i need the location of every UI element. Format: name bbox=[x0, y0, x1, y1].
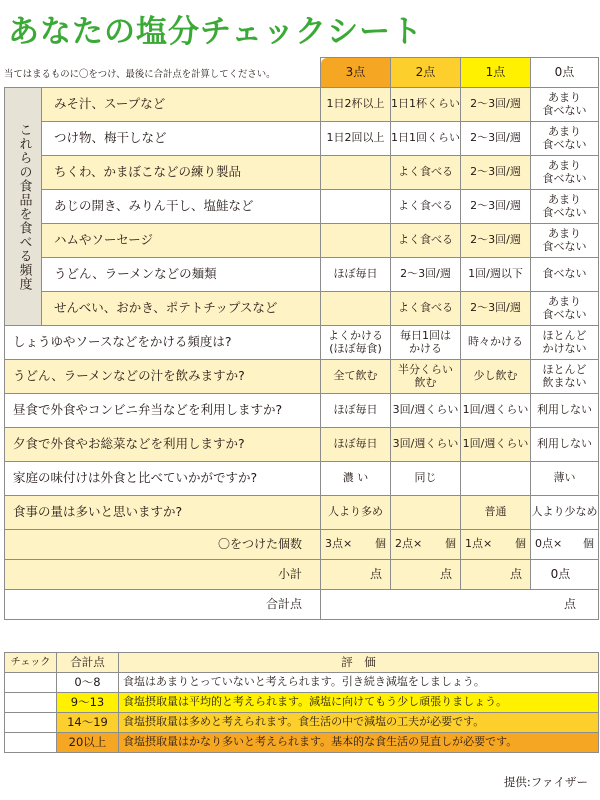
count-row bbox=[5, 530, 599, 560]
option-2pt[interactable]: 毎日1回は かける bbox=[391, 326, 461, 360]
evaluation-checkbox[interactable] bbox=[5, 713, 57, 733]
option-2pt[interactable] bbox=[391, 496, 461, 530]
header-1pt: 1点 bbox=[461, 58, 531, 88]
option-1pt[interactable]: 1回/週くらい bbox=[461, 394, 531, 428]
option-3pt[interactable] bbox=[321, 224, 391, 258]
option-0pt[interactable]: 薄い bbox=[531, 462, 599, 496]
option-2pt[interactable]: 2〜3回/週 bbox=[391, 258, 461, 292]
evaluation-checkbox[interactable] bbox=[5, 693, 57, 713]
evaluation-row bbox=[5, 673, 599, 693]
header-2pt: 2点 bbox=[391, 58, 461, 88]
option-1pt[interactable]: 2〜3回/週 bbox=[461, 88, 531, 122]
question-row bbox=[5, 326, 599, 360]
option-0pt[interactable]: ほとんど かけない bbox=[531, 326, 599, 360]
food-row bbox=[5, 258, 599, 292]
score-range: 14〜19 bbox=[57, 713, 119, 733]
food-row bbox=[5, 224, 599, 258]
count-0pt-field[interactable]: 0点× 個 bbox=[531, 530, 599, 560]
food-row bbox=[5, 292, 599, 326]
evaluation-row bbox=[5, 713, 599, 733]
food-label: あじの開き、みりん干し、塩鮭など bbox=[42, 190, 321, 224]
option-1pt[interactable]: 2〜3回/週 bbox=[461, 292, 531, 326]
option-1pt[interactable]: 普通 bbox=[461, 496, 531, 530]
option-3pt[interactable]: 1日2回以上 bbox=[321, 122, 391, 156]
option-1pt[interactable]: 2〜3回/週 bbox=[461, 190, 531, 224]
score-range: 0〜8 bbox=[57, 673, 119, 693]
question-label: しょうゆやソースなどをかける頻度は? bbox=[5, 326, 321, 360]
question-label: 家庭の味付けは外食と比べていかがですか? bbox=[5, 462, 321, 496]
option-3pt[interactable]: 1日2杯以上 bbox=[321, 88, 391, 122]
question-row bbox=[5, 360, 599, 394]
total-label: 合計点 bbox=[5, 590, 321, 620]
option-2pt[interactable]: 1日1回くらい bbox=[391, 122, 461, 156]
food-row bbox=[5, 190, 599, 224]
option-2pt[interactable]: よく食べる bbox=[391, 224, 461, 258]
option-2pt[interactable]: よく食べる bbox=[391, 190, 461, 224]
food-label: うどん、ラーメンなどの麺類 bbox=[42, 258, 321, 292]
subtotal-label: 小計 bbox=[5, 560, 321, 590]
question-row bbox=[5, 394, 599, 428]
evaluation-checkbox[interactable] bbox=[5, 733, 57, 753]
option-1pt[interactable]: 2〜3回/週 bbox=[461, 122, 531, 156]
total-field[interactable]: 点 bbox=[321, 590, 599, 620]
option-3pt[interactable]: 濃 い bbox=[321, 462, 391, 496]
evaluation-row bbox=[5, 733, 599, 753]
evaluation-text: 食塩摂取量は平均的と考えられます。減塩に向けてもう少し頑張りましょう。 bbox=[119, 693, 599, 713]
evaluation-header-row bbox=[5, 653, 599, 673]
subtotal-1pt-field[interactable]: 点 bbox=[461, 560, 531, 590]
evaluation-table bbox=[4, 652, 599, 753]
total-row bbox=[5, 590, 599, 620]
option-2pt[interactable]: 3回/週くらい bbox=[391, 394, 461, 428]
option-1pt[interactable]: 1回/週くらい bbox=[461, 428, 531, 462]
question-row bbox=[5, 496, 599, 530]
subtotal-2pt-field[interactable]: 点 bbox=[391, 560, 461, 590]
option-1pt[interactable]: 1回/週以下 bbox=[461, 258, 531, 292]
question-row bbox=[5, 428, 599, 462]
question-row bbox=[5, 462, 599, 496]
evaluation-text: 食塩摂取量は多めと考えられます。食生活の中で減塩の工夫が必要です。 bbox=[119, 713, 599, 733]
option-3pt[interactable]: ほぼ毎日 bbox=[321, 258, 391, 292]
food-label: つけ物、梅干しなど bbox=[42, 122, 321, 156]
subtotal-0pt-field: 0点 bbox=[531, 560, 599, 590]
option-1pt[interactable]: 2〜3回/週 bbox=[461, 224, 531, 258]
subtotal-3pt-field[interactable]: 点 bbox=[321, 560, 391, 590]
option-2pt[interactable]: 1日1杯くらい bbox=[391, 88, 461, 122]
score-range: 20以上 bbox=[57, 733, 119, 753]
header-check: チェック bbox=[5, 653, 57, 673]
page-title: あなたの塩分チェックシート bbox=[8, 14, 424, 50]
option-0pt[interactable]: 人より少なめ bbox=[531, 496, 599, 530]
option-3pt[interactable] bbox=[321, 292, 391, 326]
count-1pt-field[interactable]: 1点× 個 bbox=[461, 530, 531, 560]
food-label: みそ汁、スープなど bbox=[42, 88, 321, 122]
food-frequency-side-label: これらの食品を食べる頻度 bbox=[5, 88, 42, 326]
option-1pt[interactable]: 2〜3回/週 bbox=[461, 156, 531, 190]
option-0pt[interactable]: あまり 食べない bbox=[531, 122, 599, 156]
option-2pt[interactable]: 3回/週くらい bbox=[391, 428, 461, 462]
option-0pt[interactable]: あまり 食べない bbox=[531, 190, 599, 224]
option-0pt[interactable]: 利用しない bbox=[531, 394, 599, 428]
question-label: 夕食で外食やお総菜などを利用しますか? bbox=[5, 428, 321, 462]
evaluation-text: 食塩はあまりとっていないと考えられます。引き続き減塩をしましょう。 bbox=[119, 673, 599, 693]
question-label: うどん、ラーメンなどの汁を飲みますか? bbox=[5, 360, 321, 394]
option-3pt[interactable] bbox=[321, 156, 391, 190]
option-2pt[interactable]: 半分くらい 飲む bbox=[391, 360, 461, 394]
evaluation-text: 食塩摂取量はかなり多いと考えられます。基本的な食生活の見直しが必要です。 bbox=[119, 733, 599, 753]
food-label: せんべい、おかき、ポテトチップスなど bbox=[42, 292, 321, 326]
score-range: 9〜13 bbox=[57, 693, 119, 713]
option-0pt[interactable]: あまり 食べない bbox=[531, 292, 599, 326]
question-label: 食事の量は多いと思いますか? bbox=[5, 496, 321, 530]
option-2pt[interactable]: よく食べる bbox=[391, 156, 461, 190]
check-table bbox=[4, 57, 599, 620]
evaluation-row bbox=[5, 693, 599, 713]
food-row bbox=[5, 88, 599, 122]
option-0pt[interactable]: 利用しない bbox=[531, 428, 599, 462]
option-1pt[interactable] bbox=[461, 462, 531, 496]
option-2pt[interactable]: 同じ bbox=[391, 462, 461, 496]
header-evaluation: 評 価 bbox=[119, 653, 599, 673]
food-row bbox=[5, 156, 599, 190]
header-0pt: 0点 bbox=[531, 58, 599, 88]
header-total: 合計点 bbox=[57, 653, 119, 673]
credit-text: 提供:ファイザー bbox=[503, 775, 588, 789]
question-label: 昼食で外食やコンビニ弁当などを利用しますか? bbox=[5, 394, 321, 428]
instruction-text: 当てはまるものに〇をつけ、最後に合計点を計算してください。 bbox=[4, 69, 276, 80]
header-3pt: 3点 bbox=[321, 58, 391, 88]
food-row bbox=[5, 122, 599, 156]
points-header-row bbox=[5, 58, 599, 88]
option-0pt[interactable]: ほとんど 飲まない bbox=[531, 360, 599, 394]
food-label: ハムやソーセージ bbox=[42, 224, 321, 258]
option-3pt[interactable]: 人より多め bbox=[321, 496, 391, 530]
option-3pt[interactable]: 全て飲む bbox=[321, 360, 391, 394]
option-1pt[interactable]: 時々かける bbox=[461, 326, 531, 360]
option-3pt[interactable]: よくかける (ほぼ毎食) bbox=[321, 326, 391, 360]
subtotal-row bbox=[5, 560, 599, 590]
option-3pt[interactable]: ほぼ毎日 bbox=[321, 428, 391, 462]
option-3pt[interactable] bbox=[321, 190, 391, 224]
option-3pt[interactable]: ほぼ毎日 bbox=[321, 394, 391, 428]
option-0pt[interactable]: あまり 食べない bbox=[531, 156, 599, 190]
count-3pt-field[interactable]: 3点× 個 bbox=[321, 530, 391, 560]
count-label: 〇をつけた個数 bbox=[5, 530, 321, 560]
option-0pt[interactable]: 食べない bbox=[531, 258, 599, 292]
option-0pt[interactable]: あまり 食べない bbox=[531, 224, 599, 258]
food-label: ちくわ、かまぼこなどの練り製品 bbox=[42, 156, 321, 190]
option-1pt[interactable]: 少し飲む bbox=[461, 360, 531, 394]
evaluation-checkbox[interactable] bbox=[5, 673, 57, 693]
option-2pt[interactable]: よく食べる bbox=[391, 292, 461, 326]
option-0pt[interactable]: あまり 食べない bbox=[531, 88, 599, 122]
count-2pt-field[interactable]: 2点× 個 bbox=[391, 530, 461, 560]
